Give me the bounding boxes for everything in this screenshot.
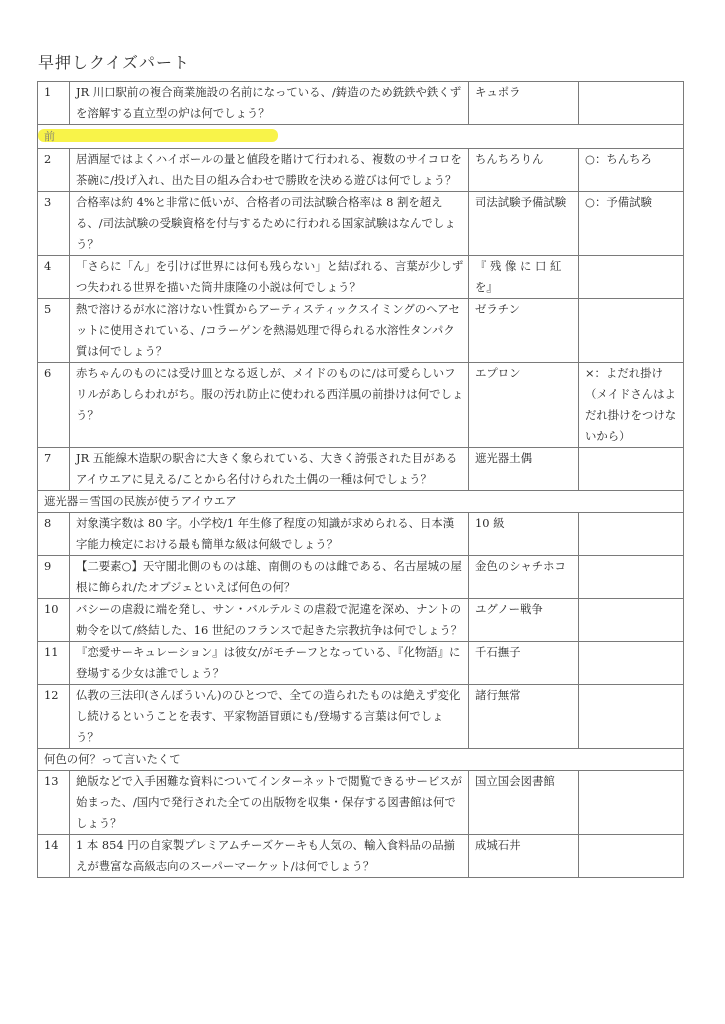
answer-text: ユグノー戦争 bbox=[469, 599, 579, 642]
question-number: 12 bbox=[38, 685, 70, 749]
result-text bbox=[579, 448, 684, 491]
question-text: 絶版などで入手困難な資料についてインターネットで閲覧できるサービスが始まった、/国内で発行された全ての出版物を収集・保存する図書館は何でしょう？ bbox=[70, 771, 469, 835]
question-number: 10 bbox=[38, 599, 70, 642]
quiz-table-body bbox=[38, 82, 684, 878]
note-text: 何色の何？って言いたくて bbox=[38, 749, 684, 771]
question-number: 4 bbox=[38, 256, 70, 299]
question-row bbox=[38, 685, 684, 749]
question-row bbox=[38, 192, 684, 256]
result-text bbox=[579, 642, 684, 685]
question-text: 1 本 854 円の自家製プレミアムチーズケーキも人気の、輸入食料品の品揃えが豊富な高級志向のスーパーマーケット/は何でしょう？ bbox=[70, 835, 469, 878]
answer-text: 成城石井 bbox=[469, 835, 579, 878]
question-text: 熱で溶けるが水に溶けない性質からアーティスティックスイミングのヘアセットに使用されている、/コラーゲンを熱湯処理で得られる水溶性タンパク質は何でしょう？ bbox=[70, 299, 469, 363]
note-text: 遮光器＝雪国の民族が使うアイウエア bbox=[38, 491, 684, 513]
question-row bbox=[38, 513, 684, 556]
answer-text: 司法試験予備試験 bbox=[469, 192, 579, 256]
result-text bbox=[579, 556, 684, 599]
question-row bbox=[38, 256, 684, 299]
question-number: 8 bbox=[38, 513, 70, 556]
question-row bbox=[38, 771, 684, 835]
answer-text: 遮光器土偶 bbox=[469, 448, 579, 491]
answer-text: 諸行無常 bbox=[469, 685, 579, 749]
yellow-highlight-mark bbox=[38, 129, 278, 142]
answer-text: 国立国会図書館 bbox=[469, 771, 579, 835]
highlight-row bbox=[38, 125, 684, 149]
note-row bbox=[38, 491, 684, 513]
question-row bbox=[38, 642, 684, 685]
question-number: 5 bbox=[38, 299, 70, 363]
question-row bbox=[38, 363, 684, 448]
question-text: バシーの虐殺に端を発し、サン・バルテルミの虐殺で泥違を深め、ナントの勅令を以て/終結した、16 世紀のフランスで起きた宗教抗争は何でしょう？ bbox=[70, 599, 469, 642]
result-text bbox=[579, 599, 684, 642]
question-row bbox=[38, 82, 684, 125]
question-number: 7 bbox=[38, 448, 70, 491]
question-row bbox=[38, 556, 684, 599]
note-row bbox=[38, 749, 684, 771]
answer-text: 金色のシャチホコ bbox=[469, 556, 579, 599]
question-text: 【二要素○】天守閣北側のものは雄、南側のものは雌である、名古屋城の屋根に飾られ/たオブジェといえば何色の何？ bbox=[70, 556, 469, 599]
result-text bbox=[579, 82, 684, 125]
result-text bbox=[579, 685, 684, 749]
question-number: 6 bbox=[38, 363, 70, 448]
answer-text: エプロン bbox=[469, 363, 579, 448]
answer-text: ゼラチン bbox=[469, 299, 579, 363]
question-row bbox=[38, 149, 684, 192]
result-text bbox=[579, 513, 684, 556]
answer-text: 『 残 像 に 口 紅 を』 bbox=[469, 256, 579, 299]
question-number: 14 bbox=[38, 835, 70, 878]
quiz-table bbox=[37, 81, 684, 878]
question-number: 9 bbox=[38, 556, 70, 599]
question-number: 13 bbox=[38, 771, 70, 835]
result-text bbox=[579, 835, 684, 878]
question-text: 「さらに「ん」を引けば世界には何も残らない」と結ばれる、言葉が少しずつ失われる世界を描いた筒井康隆の小説は何でしょう？ bbox=[70, 256, 469, 299]
question-text: JR 川口駅前の複合商業施設の名前になっている、/鋳造のため銑鉄や鉄くずを溶解する直立型の炉は何でしょう？ bbox=[70, 82, 469, 125]
result-text bbox=[579, 299, 684, 363]
question-text: 合格率は約 4%と非常に低いが、合格者の司法試験合格率は 8 割を超える、/司法試験の受験資格を付与するために行われる国家試験はなんでしょう？ bbox=[70, 192, 469, 256]
result-text: ○：予備試験 bbox=[579, 192, 684, 256]
question-row bbox=[38, 299, 684, 363]
question-row bbox=[38, 599, 684, 642]
answer-text: 千石撫子 bbox=[469, 642, 579, 685]
question-row bbox=[38, 448, 684, 491]
question-text: JR 五能線木造駅の駅舎に大きく象られている、大きく誇張された目があるアイウエアに見える/ことから名付けられた土偶の一種は何でしょう？ bbox=[70, 448, 469, 491]
question-text: 居酒屋ではよくハイボールの量と値段を賭けて行われる、複数のサイコロを茶碗に/投げ入れ、出た目の組み合わせで勝敗を決める遊びは何でしょう？ bbox=[70, 149, 469, 192]
question-number: 1 bbox=[38, 82, 70, 125]
page-title: 早押しクイズパート bbox=[38, 53, 191, 72]
result-text bbox=[579, 771, 684, 835]
question-number: 2 bbox=[38, 149, 70, 192]
answer-text: 10 級 bbox=[469, 513, 579, 556]
highlighted-text: 前 bbox=[44, 130, 55, 143]
result-text: ×：よだれ掛け（メイドさんはよだれ掛けをつけないから） bbox=[579, 363, 684, 448]
answer-text: ちんちろりん bbox=[469, 149, 579, 192]
question-text: 赤ちゃんのものには受け皿となる返しが、メイドのものに/は可愛らしいフリルがあしらわれがち。服の汚れ防止に使われる西洋風の前掛けは何でしょう？ bbox=[70, 363, 469, 448]
result-text: ○：ちんちろ bbox=[579, 149, 684, 192]
answer-text: キュポラ bbox=[469, 82, 579, 125]
question-row bbox=[38, 835, 684, 878]
question-number: 11 bbox=[38, 642, 70, 685]
question-text: 仏教の三法印(さんぼういん)のひとつで、全ての造られたものは絶えず変化し続けるということを表す、平家物語冒頭にも/登場する言葉は何でしょう？ bbox=[70, 685, 469, 749]
question-text: 対象漢字数は 80 字。小学校/1 年生修了程度の知識が求められる、日本漢字能力検定における最も簡単な級は何級でしょう？ bbox=[70, 513, 469, 556]
question-number: 3 bbox=[38, 192, 70, 256]
question-text: 『恋愛サーキュレーション』は彼女/がモチーフとなっている、『化物語』に登場する少女は誰でしょう？ bbox=[70, 642, 469, 685]
result-text bbox=[579, 256, 684, 299]
